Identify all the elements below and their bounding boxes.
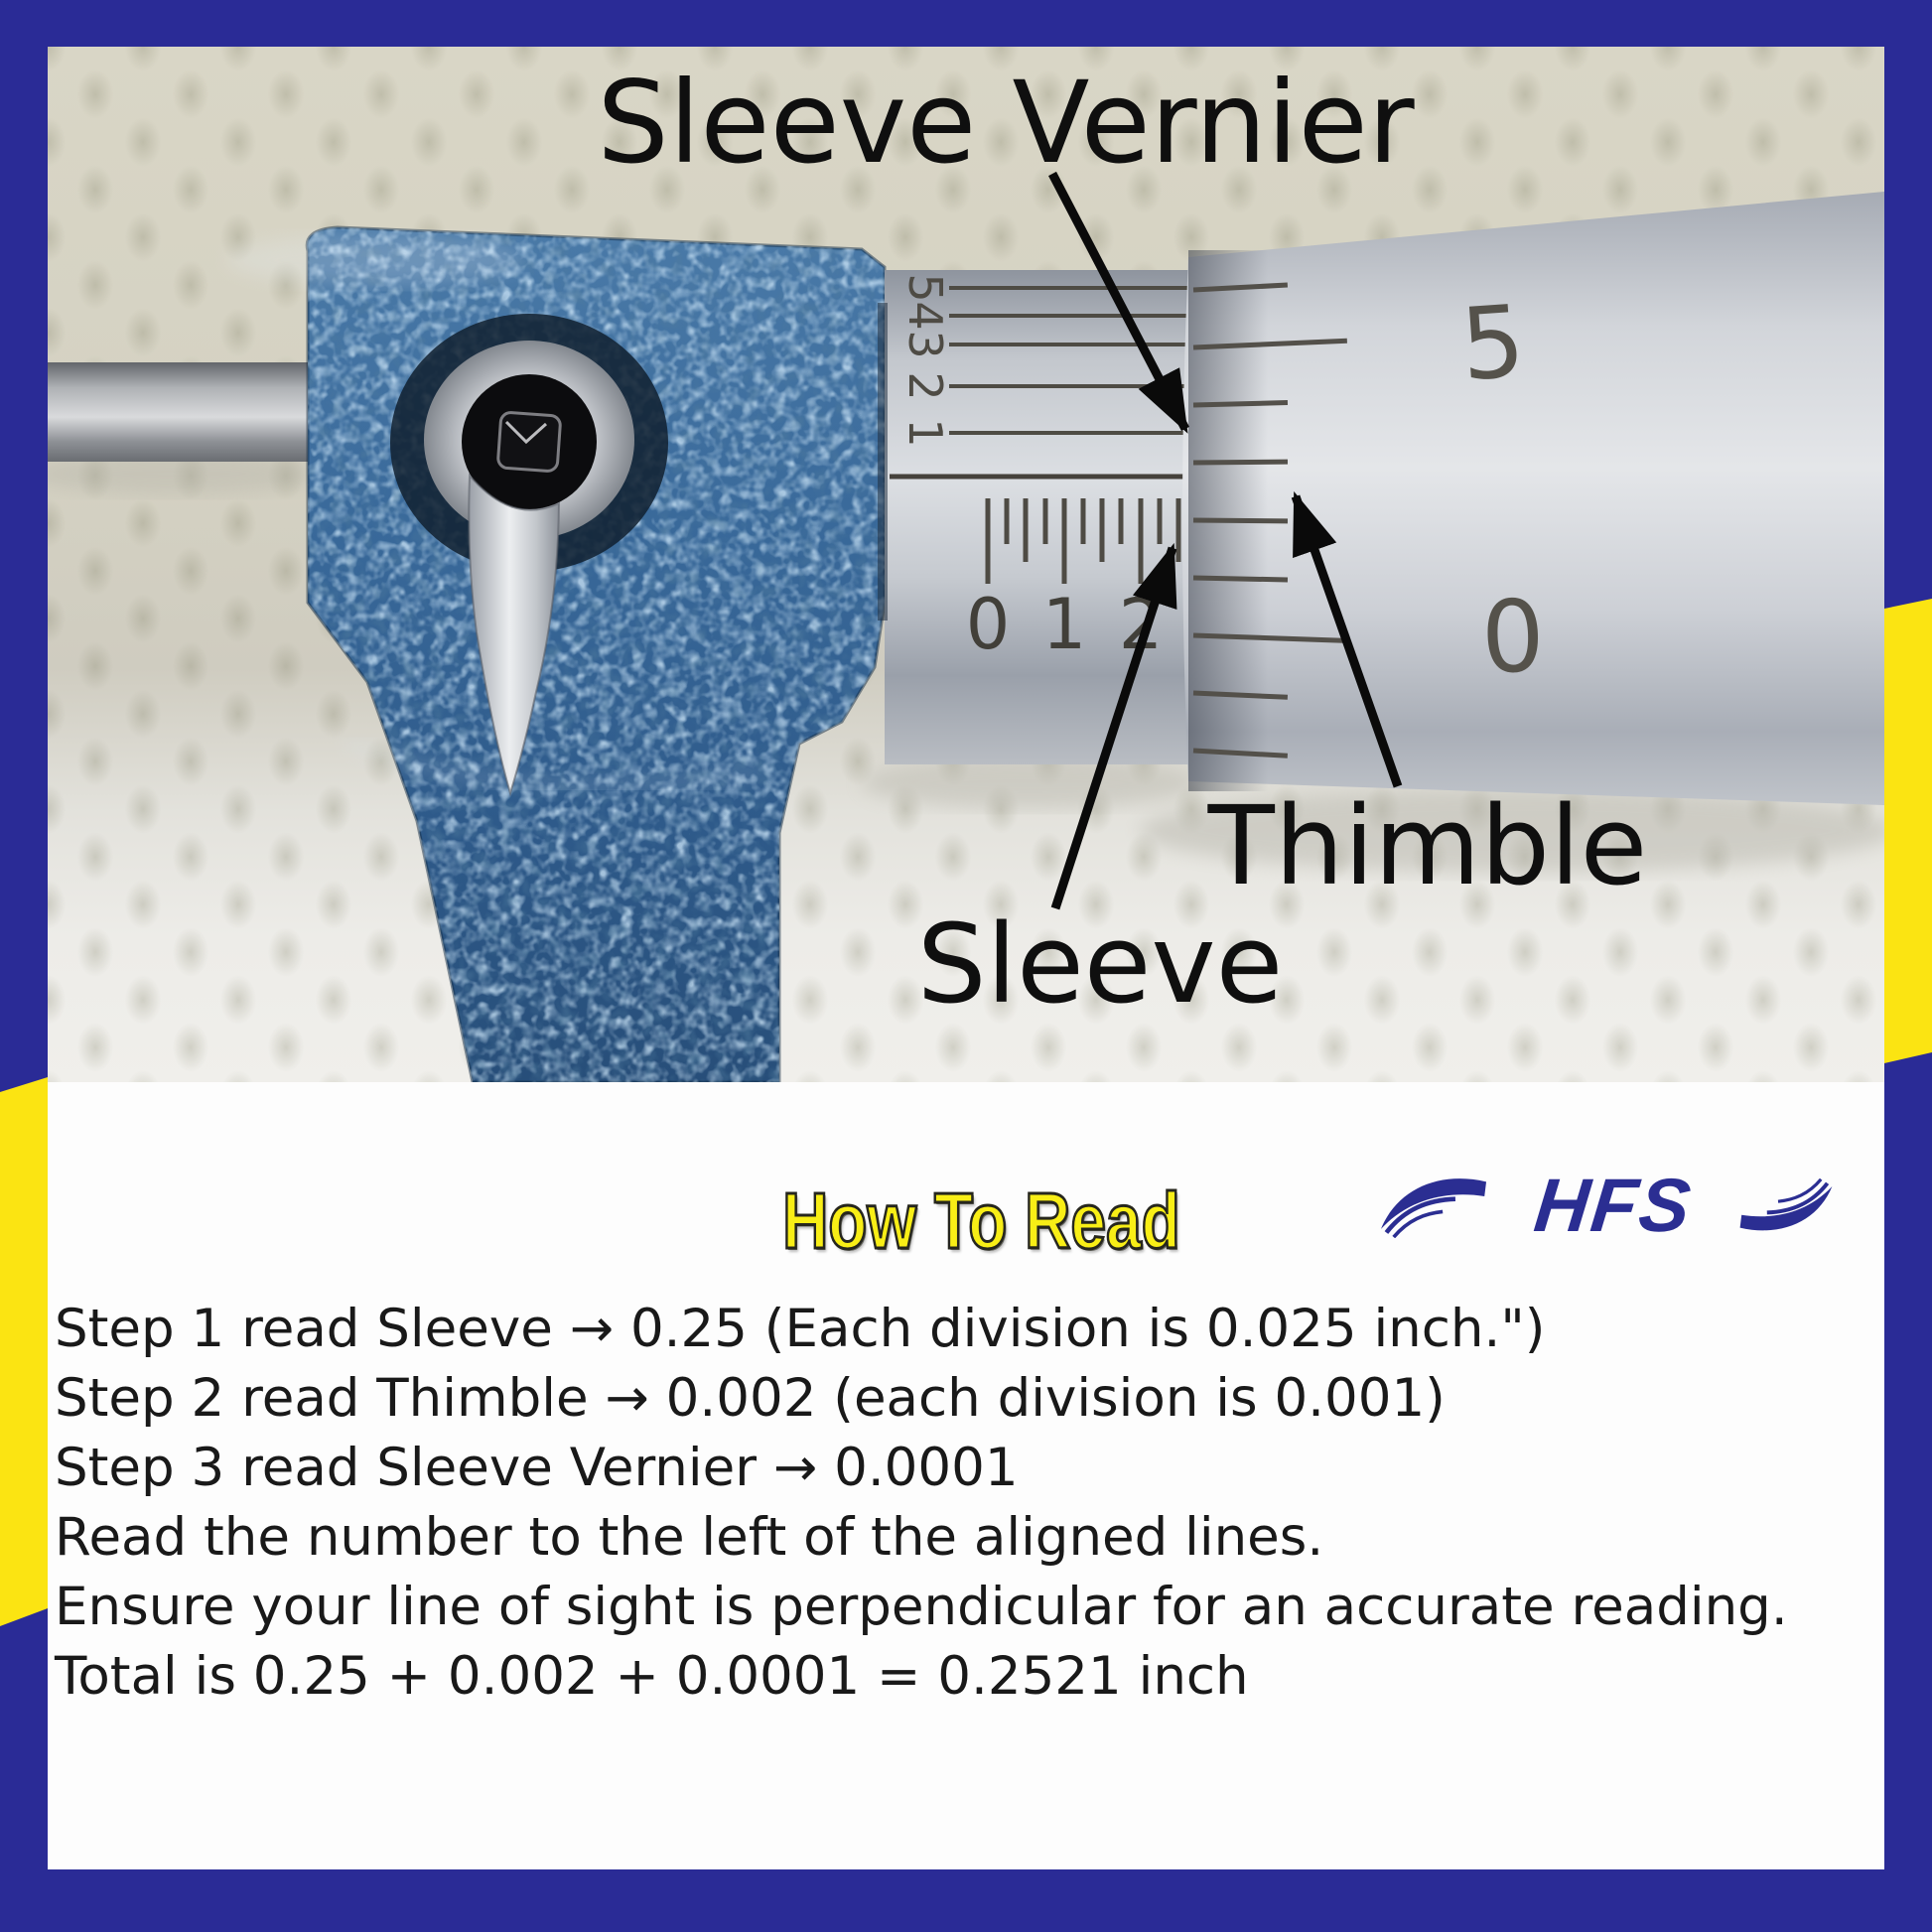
svg-text:5: 5 bbox=[898, 273, 952, 303]
how-to-read-title-text: How To Read bbox=[782, 1176, 1180, 1265]
svg-text:1: 1 bbox=[1041, 584, 1087, 665]
svg-text:2: 2 bbox=[898, 371, 952, 401]
hfs-logo-text: HFS bbox=[1530, 1164, 1697, 1248]
hfs-logo bbox=[1378, 1164, 1835, 1248]
info-panel bbox=[48, 1082, 1884, 1869]
svg-text:5: 5 bbox=[1456, 283, 1529, 404]
instruction-line: Step 2 read Thimble → 0.002 (each division is 0.001) bbox=[55, 1368, 1446, 1429]
frame-shine bbox=[226, 234, 524, 286]
instruction-line: Total is 0.25 + 0.002 + 0.0001 = 0.2521 inch bbox=[55, 1646, 1249, 1707]
instruction-line: Step 1 read Sleeve → 0.25 (Each division is 0.025 inch.") bbox=[55, 1299, 1546, 1359]
micrometer-photo bbox=[48, 47, 1884, 1082]
border-accent-left bbox=[0, 1077, 48, 1626]
spindle-rod bbox=[48, 362, 312, 462]
svg-text:0: 0 bbox=[1478, 577, 1547, 697]
thimble-barrel bbox=[1182, 192, 1884, 805]
label-sleeve-vernier: Sleeve Vernier bbox=[597, 57, 1415, 189]
micrometer-illustration bbox=[48, 47, 1884, 1082]
label-thimble: Thimble bbox=[1207, 782, 1648, 909]
svg-text:3: 3 bbox=[898, 330, 952, 359]
svg-text:0: 0 bbox=[965, 584, 1011, 665]
hfs-swoosh-right-icon bbox=[1737, 1178, 1835, 1234]
instruction-line: Step 3 read Sleeve Vernier → 0.0001 bbox=[55, 1438, 1019, 1498]
label-sleeve: Sleeve bbox=[916, 900, 1284, 1028]
spindle-square bbox=[497, 412, 561, 472]
how-to-read-title bbox=[733, 1176, 1179, 1266]
svg-text:4: 4 bbox=[898, 301, 952, 331]
svg-text:2: 2 bbox=[1118, 584, 1164, 665]
instructions bbox=[55, 1295, 1788, 1712]
border-accent-right bbox=[1884, 599, 1932, 1063]
sleeve-scale-digits bbox=[966, 584, 1164, 665]
svg-text:1: 1 bbox=[898, 418, 952, 448]
instruction-line: Ensure your line of sight is perpendicular for an accurate reading. bbox=[55, 1577, 1788, 1637]
sleeve-shadow bbox=[862, 758, 1199, 809]
instruction-line: Read the number to the left of the aligned lines. bbox=[55, 1507, 1324, 1568]
sleeve-frame-crevice bbox=[878, 303, 888, 621]
hfs-swoosh-left-icon bbox=[1378, 1174, 1489, 1238]
